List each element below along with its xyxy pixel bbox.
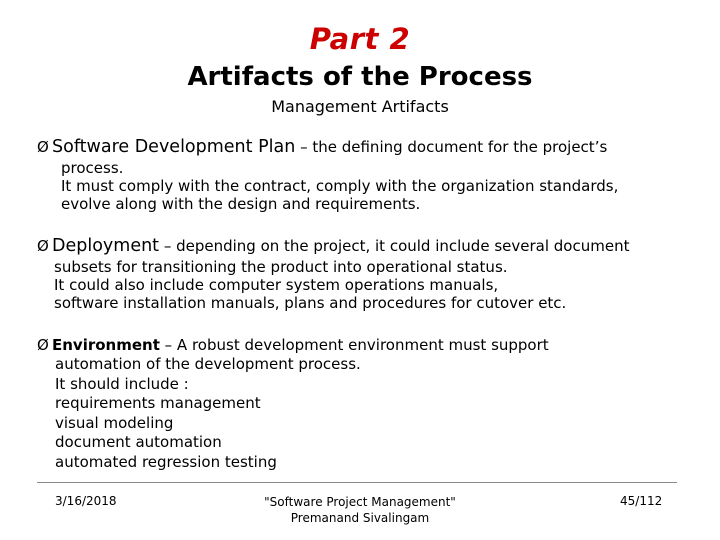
section-heading: Management Artifacts [271, 97, 449, 116]
footer-page-number: 45/112 [620, 494, 663, 508]
bullet-environment [37, 335, 707, 472]
arrow-bullet-icon: Ø [37, 336, 49, 354]
bullet-lead-line [37, 137, 707, 157]
arrow-bullet-icon: Ø [37, 138, 49, 156]
bullet-lead-line [37, 236, 707, 256]
footer-divider [37, 482, 677, 483]
bullet-lead-line [37, 335, 707, 354]
footer-date: 3/16/2018 [55, 494, 117, 508]
bullet-description: – A robust development environment must support [159, 336, 549, 354]
bullet-description: – depending on the project, it could include several document [159, 237, 630, 255]
bullet-description: – the defining document for the project’s [295, 138, 608, 156]
bullet-software-development-plan [37, 137, 707, 213]
bullet-continuation: process. It must comply with the contract, comply with the organization standards, evolve along with the design and requirements. [61, 159, 619, 213]
footer-course-title: "Software Project Management" [264, 495, 456, 509]
footer-author: Premanand Sivalingam [290, 511, 430, 525]
bullet-continuation: automation of the development process. It should include : requirements management visual modeling document automation automated regression testing [55, 355, 361, 471]
arrow-bullet-icon: Ø [37, 237, 49, 255]
bullet-term: Deployment [52, 236, 160, 256]
slide-subtitle: Artifacts of the Process [187, 62, 533, 92]
bullet-continuation: subsets for transitioning the product into operational status. It could also include computer system operations manuals, software installation manuals, plans and procedures for cutover etc. [54, 258, 567, 312]
bullet-term: Software Development Plan [52, 137, 296, 157]
footer-course [0, 494, 720, 526]
bullet-term: Environment [52, 336, 160, 354]
bullet-deployment [37, 236, 707, 312]
slide-title: Part 2 [309, 22, 411, 56]
